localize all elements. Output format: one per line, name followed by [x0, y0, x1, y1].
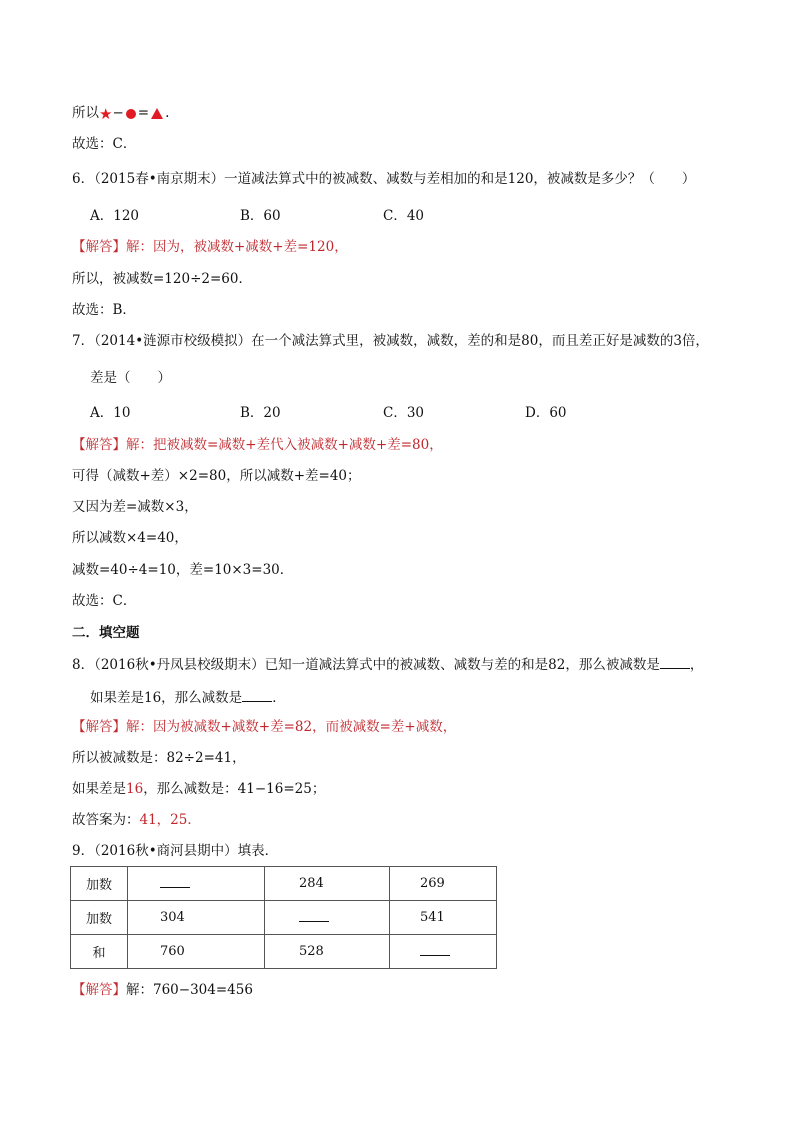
- table-cell: 269: [390, 867, 497, 901]
- table-blank[interactable]: [420, 943, 450, 956]
- q8-answer-values: 41，25．: [139, 812, 201, 828]
- table-row: [71, 867, 497, 901]
- q6-stem: 6．（2015春•南京期末）一道减法算式中的被减数、减数与差相加的和是120，被减数是多少？（ ）: [72, 171, 696, 187]
- q8-blank-2[interactable]: [242, 688, 272, 702]
- q6-answer-line-1: [72, 238, 348, 256]
- q6-answer-text: 解：因为，被减数+减数+差=120，: [126, 239, 348, 255]
- q7-answer-line-5: 减数=40÷4=10，差=10×3=30．: [72, 562, 294, 578]
- q8-answer-tag: 【解答】: [72, 719, 126, 735]
- q6-choose: 故选：B．: [72, 302, 136, 318]
- q7-choose: 故选：C．: [72, 593, 137, 609]
- q8-blank-1[interactable]: [660, 655, 690, 669]
- table-blank[interactable]: [299, 909, 329, 922]
- q7-stem: 7．（2014•涟源市校级模拟）在一个减法算式里，被减数，减数，差的和是80，而且差正好是减数的3倍，: [72, 333, 709, 349]
- star-icon: ★: [99, 104, 113, 123]
- q6-option-b: B．60: [240, 208, 281, 224]
- table-cell: 284: [265, 867, 390, 901]
- table-cell: 528: [265, 935, 390, 969]
- q6-option-c: C．40: [383, 208, 425, 224]
- table-cell: 304: [128, 901, 265, 935]
- q8-answer-line-2: 所以被减数是：82÷2=41，: [72, 750, 246, 766]
- q9-answer-text: 解：760−304=456: [126, 982, 253, 998]
- q9-answer-line-1: [72, 981, 253, 999]
- table-cell-label: 和: [71, 935, 128, 969]
- q8-stem-2-end: ．: [272, 690, 286, 706]
- table-blank[interactable]: [160, 875, 190, 888]
- q9-stem: 9．（2016秋•商河县期中）填表．: [72, 843, 279, 859]
- q8-answer-4-a: 故答案为：: [72, 812, 140, 828]
- fill-table: [70, 866, 497, 969]
- q8-stem-2-text: 如果差是16，那么减数是: [90, 690, 243, 706]
- q8-answer-line-4: [72, 811, 201, 829]
- table-cell-blank[interactable]: [128, 867, 265, 901]
- q8-answer-3-num: 16: [126, 781, 144, 797]
- table-cell-label: 加数: [71, 901, 128, 935]
- q8-answer-3-a: 如果差是: [72, 781, 126, 797]
- q8-stem: [72, 655, 703, 674]
- q7-option-c: C．30: [383, 405, 425, 421]
- q7-option-b: B．20: [240, 405, 281, 421]
- q7-stem-2: 差是（ ）: [90, 370, 171, 386]
- q6-answer-tag: 【解答】: [72, 239, 126, 255]
- q6-answer-line-2: 所以，被减数=120÷2=60．: [72, 271, 252, 287]
- so-prefix: 所以: [72, 105, 99, 121]
- q7-answer-tag: 【解答】: [72, 437, 126, 453]
- section-title: 二．填空题: [72, 625, 140, 641]
- q7-option-a: A．10: [90, 405, 131, 421]
- q8-stem-text: 8．（2016秋•丹凤县校级期末）已知一道减法算式中的被减数、减数与差的和是82，那么被减数是: [72, 657, 660, 673]
- q8-answer-line-3: [72, 780, 325, 798]
- q9-answer-tag: 【解答】: [72, 982, 126, 998]
- q6-option-a: A．120: [90, 208, 140, 224]
- q8-answer-text: 解：因为被减数+减数+差=82，而被减数=差+减数，: [126, 719, 457, 735]
- q8-answer-3-b: ，那么减数是：41−16=25；: [143, 781, 326, 797]
- table-cell: 760: [128, 935, 265, 969]
- table-cell-blank[interactable]: [265, 901, 390, 935]
- table-row: [71, 901, 497, 935]
- q8-stem-end: ，: [689, 657, 704, 673]
- q7-answer-line-3: 又因为差=减数×3，: [72, 499, 198, 515]
- table-cell-label: 加数: [71, 867, 128, 901]
- q7-answer-line-2: 可得（减数+差）×2=80，所以减数+差=40；: [72, 468, 361, 484]
- q8-stem-2: [90, 688, 286, 707]
- table-cell-blank[interactable]: [390, 935, 497, 969]
- q7-answer-line-1: [72, 436, 443, 454]
- q7-answer-text: 解：把被减数=减数+差代入被减数+减数+差=80，: [126, 437, 443, 453]
- so-suffix: .: [165, 105, 170, 121]
- q7-answer-line-4: 所以减数×4=40，: [72, 530, 188, 546]
- table-row: [71, 935, 497, 969]
- table-cell: 541: [390, 901, 497, 935]
- triangle-icon: [151, 108, 163, 119]
- q8-answer-line-1: [72, 718, 456, 736]
- top-choose: 故选：C．: [72, 136, 137, 152]
- q7-option-d: D．60: [525, 405, 567, 421]
- so-line: 所以★− = .: [72, 104, 170, 123]
- circle-icon: [126, 109, 136, 119]
